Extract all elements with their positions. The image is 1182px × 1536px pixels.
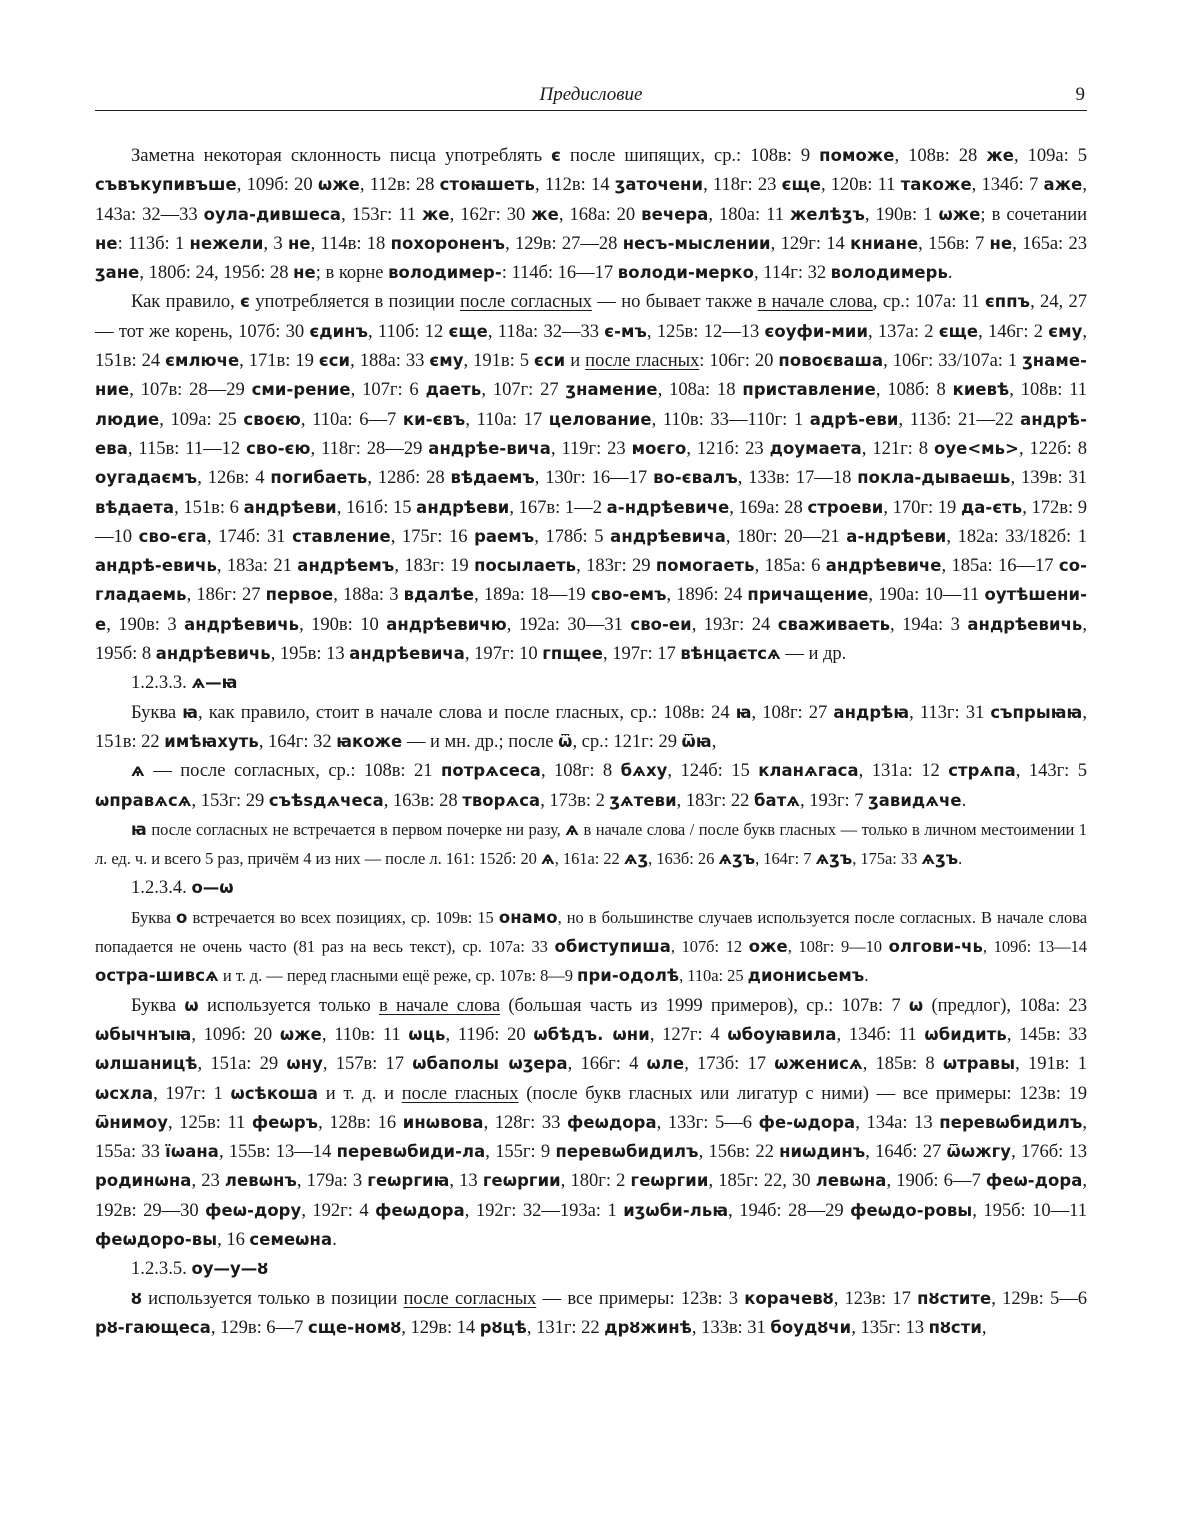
example-word: о <box>176 907 188 927</box>
underlined-term: в начале слова <box>757 291 873 313</box>
example-word: сще-номȣ <box>307 1317 402 1337</box>
example-word: ѡсѣкоша <box>230 1083 319 1103</box>
example-word: є <box>551 146 561 165</box>
example-word: имѣꙗхуть <box>164 731 259 751</box>
example-word: поможе <box>819 146 895 165</box>
example-word: да-єть <box>960 497 1023 517</box>
example-word: феѡдо-ровы <box>850 1200 973 1220</box>
example-word: своєю <box>243 409 301 429</box>
page <box>95 78 1087 1342</box>
example-word: киевѣ <box>952 380 1010 400</box>
underlined-term: после согласных <box>403 1287 537 1309</box>
example-word: вѣнцаєтсѧ <box>680 644 781 664</box>
example-word: ꙗ <box>182 702 199 722</box>
example-word: олгови-чь <box>888 937 983 957</box>
example-word: строеви <box>807 497 884 517</box>
example-word: геѡргиꙗ <box>367 1171 450 1191</box>
example-word: со-гладаемь <box>95 556 1087 605</box>
example-word: оуе<мь> <box>933 438 1019 458</box>
example-word: левѡнъ <box>224 1171 297 1191</box>
example-word: же <box>986 146 1014 165</box>
example-word: ѡбѣдъ. ѡни <box>533 1024 650 1044</box>
example-word: ӡане <box>95 263 140 283</box>
example-word: инѡвова <box>402 1112 484 1132</box>
example-word: ѧ <box>131 761 145 781</box>
paragraph: Буква о встречается во всех позициях, ср. 109в: 15 онамо, но в большинстве случаев используется после согласных. В начале слова попадается не очень часто (81 раз на весь текст), ср. 107а: 33 обиступиша, 107б: 12 оже, 108г: 9—10 олгови-чь, 109б: 13—14 остра-шивсѧ и т. д. — перед гласными ещё реже, ср. 107в: 8—9 при-одолѣ, 110а: 25 дионисьемъ. <box>95 907 1088 986</box>
example-word: а-ндрѣевиче <box>606 497 730 517</box>
example-word: єппъ <box>984 292 1031 312</box>
example-word: перевѡбидилъ <box>555 1142 699 1162</box>
example-word: покла-дываешь <box>857 468 1011 488</box>
example-word: вѣдаемъ <box>450 468 535 488</box>
example-word: володи-мерко <box>617 263 755 283</box>
example-word: ѡбоуꙗвила <box>727 1024 837 1044</box>
example-word: съѣѕдѧчеса <box>268 790 384 810</box>
example-word: ѿнимоу <box>95 1112 168 1132</box>
example-word: пȣстите <box>917 1288 992 1308</box>
example-word: володимерь <box>830 263 948 283</box>
example-word: помогаеть <box>655 556 755 576</box>
underlined-term: после согласных <box>459 291 592 313</box>
example-word: феѡдора <box>567 1112 657 1132</box>
page-number: 9 <box>1075 84 1085 105</box>
example-word: геѡргии <box>630 1171 709 1191</box>
example-word: єму <box>1048 321 1083 341</box>
example-word: ѧӡъ <box>921 849 959 869</box>
example-word: їѡана <box>165 1142 219 1162</box>
example-word: андрѣ-ева <box>95 409 1087 458</box>
example-word: съвъкупивъше <box>95 175 237 195</box>
example-word: ѡбычнꙑꙗ <box>95 1024 192 1044</box>
example-word: стоꙗшеть <box>439 175 535 195</box>
example-word: ѡ <box>908 995 924 1015</box>
underlined-term: после гласных <box>401 1082 519 1104</box>
example-word: ѡсхла <box>95 1083 154 1103</box>
section-heading: 1.2.3.3. ѧ—ꙗ <box>131 672 238 694</box>
example-word: сво-єга <box>138 526 207 546</box>
example-word: ѡбидить <box>924 1024 1007 1044</box>
example-word: ѡле <box>646 1054 685 1074</box>
example-word: ѡтравы <box>942 1054 1016 1074</box>
example-word: андрѣе-вича <box>428 438 551 458</box>
example-word: феѡръ <box>251 1112 319 1132</box>
example-word: же <box>422 204 450 224</box>
example-word: оула-дившеса <box>203 204 342 224</box>
example-word: потрѧсеса <box>440 761 541 781</box>
example-word: єще <box>448 321 488 341</box>
example-word: а-ндрѣеви <box>846 526 947 546</box>
example-word: ѡже <box>317 175 360 195</box>
example-word: андрѣеви <box>416 497 510 517</box>
example-word: фе-ѡдора <box>758 1112 856 1132</box>
example-word: андрѣемъ <box>297 556 395 576</box>
example-word: корачевȣ <box>744 1288 834 1308</box>
example-word: ѧӡъ <box>718 849 756 869</box>
underlined-term: в начале слова <box>379 994 501 1016</box>
example-word: адрѣ-еви <box>809 409 899 429</box>
example-word: єще <box>781 175 821 195</box>
example-word: иӡѡби-льꙗ <box>623 1200 729 1220</box>
example-word: сво-єю <box>246 438 311 458</box>
example-word: приставление <box>742 380 876 400</box>
example-word: же <box>531 204 559 224</box>
example-word: ѡженисѧ <box>774 1054 863 1074</box>
example-word: ӡавидѧче <box>868 790 962 810</box>
example-word: вечера <box>641 204 709 224</box>
example-word: ставление <box>292 526 391 546</box>
example-word: не <box>95 233 118 253</box>
example-word: левѡна <box>815 1171 887 1191</box>
example-word: володимер- <box>388 263 502 283</box>
example-word: феѡ-дору <box>205 1200 302 1220</box>
example-word: ꙗкоже <box>336 731 403 751</box>
example-word: ӡнамение <box>565 380 658 400</box>
example-word: причащение <box>747 585 869 605</box>
example-word: феѡдоро-вы <box>95 1229 218 1249</box>
example-word: дионисьемъ <box>747 966 865 986</box>
example-word: андрѣꙗ <box>833 702 910 722</box>
example-word: оже <box>748 937 788 957</box>
example-word: ѧӡъ <box>815 849 853 869</box>
example-word: дрȣжинѣ <box>604 1317 692 1337</box>
example-word: семеѡна <box>249 1229 333 1249</box>
example-word: ємлюче <box>165 351 240 371</box>
example-word: ѡбаполы ѡӡера <box>412 1054 568 1074</box>
paragraph: Как правило, є употребляется в позиции после согласных — но бывает также в начале слова, ср.: 107а: 11 єппъ, 24, 27 — тот же корень, 107б: 30 єдинъ, 110б: 12 єще, 118а: 32—33 є-мъ, 125в: 12—13 єоуфи-мии, 137а: 2 єще, 146г: 2 єму, 151в: 24 ємлюче, 171в: 19 єси, 188а: 33 єму, 191в: 5 єси и после гласных: 106г: 20 повоєваша, 106г: 33/107а: 1 ӡнаме-ние, 107в: 28—29 сми-рение, 107г: 6 даеть, 107г: 27 ӡнамение, 108а: 18 приставление, 108б: 8 киевѣ, 108в: 11 людие, 109а: 25 своєю, 110а: 6—7 ки-євъ, 110а: 17 целование, 110в: 33—110г: 1 адрѣ-еви, 113б: 21—22 андрѣ-ева, 115в: 11—12 сво-єю, 118г: 28—29 андрѣе-вича, 119г: 23 моєго, 121б: 23 доумаета, 121г: 8 оуе<мь>, 122б: 8 оугадаємъ, 126в: 4 погибаеть, 128б: 28 вѣдаемъ, 130г: 16—17 во-євалъ, 133в: 17—18 покла-дываешь, 139в: 31 вѣдаета, 151в: 6 андрѣеви, 161б: 15 андрѣеви, 167в: 1—2 а-ндрѣевиче, 169а: 28 строеви, 170г: 19 да-єть, 172в: 9—10 сво-єга, 174б: 31 ставление, 175г: 16 раемъ, 178б: 5 андрѣевича, 180г: 20—21 а-ндрѣеви, 182а: 33/182б: 1 андрѣ-евичь, 183а: 21 андрѣемъ, 183г: 19 посылаеть, 183г: 29 помогаеть, 185а: 6 андрѣевиче, 185а: 16—17 со-гладаемь, 186г: 27 первое, 188а: 3 вдалѣе, 189а: 18—19 сво-емъ, 189б: 24 причащение, 190а: 10—11 оутѣшени-е, 190в: 3 андрѣевичь, 190в: 10 андрѣевичю, 192а: 30—31 сво-еи, 193г: 24 сваживаеть, 194а: 3 андрѣевичь, 195б: 8 андрѣевичь, 195в: 13 андрѣевича, 197г: 10 гпщее, 197г: 17 вѣнцаєтсѧ — и др. <box>95 291 1088 665</box>
example-word: рȣ-гающеса <box>95 1317 211 1337</box>
example-word: ѡже <box>938 204 981 224</box>
section-heading: 1.2.3.5. оу—у—ȣ <box>131 1258 269 1280</box>
example-word: андрѣевича <box>349 644 465 664</box>
example-word: не <box>293 263 316 283</box>
paragraph: ꙗ после согласных не встречается в первом почерке ни разу, ѧ в начале слова / после букв гласных — только в личном местоимении 1 л. ед. ч. и всего 5 раз, причём 4 из них — после л. 161: 152б: 20 ѧ, 161а: 22 ѧӡ, 163б: 26 ѧӡъ, 164г: 7 ѧӡъ, 175а: 33 ѧӡъ. <box>95 819 1088 869</box>
example-word: сво-емъ <box>590 585 667 605</box>
paragraph: Буква ꙗ, как правило, стоит в начале слова и после гласных, ср.: 108в: 24 ꙗ, 108г: 27 андрѣꙗ, 113г: 31 съпрыꙗꙗ, 151в: 22 имѣꙗхуть, 164г: 32 ꙗкоже — и мн. др.; после ѿ, ср.: 121г: 29 ѿꙗ, <box>95 701 1087 752</box>
example-word: родинѡна <box>95 1171 192 1191</box>
section-heading: 1.2.3.4. о—ѡ <box>131 877 234 899</box>
example-word: ѿѡжгу <box>946 1142 1012 1162</box>
example-word: погибаеть <box>270 468 368 488</box>
example-word: андрѣевичь <box>184 614 300 634</box>
example-word: єси <box>318 351 351 371</box>
example-word: ѡ <box>184 995 199 1015</box>
example-word: нежели <box>189 233 264 253</box>
example-word: андрѣевича <box>610 526 726 546</box>
example-word: ѿꙗ <box>681 731 712 751</box>
example-word: є <box>240 292 250 312</box>
example-word: ѡправѧсѧ <box>95 790 192 810</box>
example-word: сваживаеть <box>777 614 891 634</box>
example-word: книане <box>850 233 919 253</box>
example-word: посылаеть <box>474 556 577 576</box>
example-word: ꙗ <box>735 702 752 722</box>
example-word: оугадаємъ <box>95 468 198 488</box>
paragraph: Буква ѡ используется только в начале слова (большая часть из 1999 примеров), ср.: 107в: 7 ѡ (предлог), 108а: 23 ѡбычнꙑꙗ, 109б: 20 ѡже, 110в: 11 ѡць, 119б: 20 ѡбѣдъ. ѡни, 127г: 4 ѡбоуꙗвила, 134б: 11 ѡбидить, 145в: 33 ѡлшаницѣ, 151а: 29 ѡну, 157в: 17 ѡбаполы ѡӡера, 166г: 4 ѡле, 173б: 17 ѡженисѧ, 185в: 8 ѡтравы, 191в: 1 ѡсхла, 197г: 1 ѡсѣкоша и т. д. и после гласных (после букв гласных или лигатур с ними) — все примеры: 123в: 19 ѿнимоу, 125в: 11 феѡръ, 128в: 16 инѡвова, 128г: 33 феѡдора, 133г: 5—6 фе-ѡдора, 134а: 13 перевѡбидилъ, 155а: 33 їѡана, 155в: 13—14 перевѡбиди-ла, 155г: 9 перевѡбидилъ, 156в: 22 ниѡдинъ, 164б: 27 ѿѡжгу, 176б: 13 родинѡна, 23 левѡнъ, 179а: 3 геѡргиꙗ, 13 геѡргии, 180г: 2 геѡргии, 185г: 22, 30 левѡна, 190б: 6—7 феѡ-дора, 192в: 29—30 феѡ-дору, 192г: 4 феѡдора, 192г: 32—193а: 1 иӡѡби-льꙗ, 194б: 28—29 феѡдо-ровы, 195б: 10—11 феѡдоро-вы, 16 семеѡна. <box>95 994 1088 1250</box>
example-word: єоуфи-мии <box>764 321 869 341</box>
example-word: остра-шивсѧ <box>95 966 219 986</box>
example-word: ки-євъ <box>402 409 466 429</box>
example-word: андрѣеви <box>243 497 337 517</box>
example-word: андрѣ-евичь <box>95 556 217 576</box>
example-word: ӡнаме-ние <box>95 351 1088 400</box>
paragraph: ȣ используется только в позиции после согласных — все примеры: 123в: 3 корачевȣ, 123в: 17 пȣстите, 129в: 5—6 рȣ-гающеса, 129в: 6—7 сще-номȣ, 129в: 14 рȣцѣ, 131г: 22 дрȣжинѣ, 133в: 31 боудȣчи, 135г: 13 пȣсти, <box>95 1287 1087 1338</box>
example-word: ѿ <box>558 731 573 751</box>
example-word: геѡргии <box>482 1171 561 1191</box>
example-word: при-одолѣ <box>577 966 680 986</box>
example-word: перевѡбидилъ <box>939 1112 1083 1132</box>
example-word: ȣ <box>131 1288 142 1308</box>
example-word: даеть <box>425 380 482 400</box>
example-word: ниѡдинъ <box>779 1142 866 1162</box>
example-word: гпщее <box>542 644 603 664</box>
running-title: Предисловие <box>539 84 643 105</box>
example-word: ѡць <box>408 1024 446 1044</box>
example-word: несъ-мыслении <box>622 233 771 253</box>
example-word: ѡже <box>279 1024 322 1044</box>
paragraph: ѧ — после согласных, ср.: 108в: 21 потрѧсеса, 108г: 8 бѧху, 124б: 15 кланѧгаса, 131а: 12 стрѧпа, 143г: 5 ѡправѧсѧ, 153г: 29 съѣѕдѧчеса, 163в: 28 творѧса, 173в: 2 ӡѧтеви, 183г: 22 батѧ, 193г: 7 ӡавидѧче. <box>95 760 1087 811</box>
example-word: рȣцѣ <box>479 1317 527 1337</box>
example-word: оутѣшени-е <box>95 585 1087 634</box>
example-word: андрѣевичю <box>386 614 507 634</box>
example-word: вѣдаета <box>95 497 175 517</box>
example-word: ѧӡ <box>623 849 649 869</box>
running-header <box>95 78 1087 111</box>
paragraph: Заметна некоторая склонность писца употреблять є после шипящих, ср.: 108в: 9 поможе, 108в: 28 же, 109а: 5 съвъкупивъше, 109б: 20 ѡже, 112в: 28 стоꙗшеть, 112в: 14 ӡаточени, 118г: 23 єще, 120в: 11 такоже, 134б: 7 аже, 143а: 32—33 оула-дившеса, 153г: 11 же, 162г: 30 же, 168а: 20 вечера, 180а: 11 желѣӡъ, 190в: 1 ѡже; в сочетании не: 113б: 1 нежели, 3 не, 114в: 18 похороненъ, 129в: 27—28 несъ-мыслении, 129г: 14 книане, 156в: 7 не, 165а: 23 ӡане, 180б: 24, 195б: 28 не; в корне володимер-: 114б: 16—17 володи-мерко, 114г: 32 володимерь. <box>95 145 1088 284</box>
example-word: пȣсти <box>928 1317 982 1337</box>
example-word: во-євалъ <box>653 468 738 488</box>
example-word: раемъ <box>474 526 535 546</box>
example-word: творѧса <box>462 790 541 810</box>
example-word: андрѣевичь <box>967 614 1083 634</box>
example-word: ӡаточени <box>614 175 704 195</box>
text-body <box>95 141 1087 1342</box>
example-word: желѣӡъ <box>789 204 865 224</box>
example-word: ѡлшаницѣ <box>95 1054 198 1074</box>
example-word: андрѣевичь <box>155 644 271 664</box>
example-word: людие <box>95 409 160 429</box>
example-word: єси <box>534 351 566 371</box>
example-word: не <box>989 233 1013 253</box>
example-word: доумаета <box>769 438 862 458</box>
example-word: єму <box>429 351 464 371</box>
example-word: є-мъ <box>604 321 647 341</box>
example-word: кланѧгаса <box>758 761 859 781</box>
example-word: бѧху <box>620 761 668 781</box>
example-word: андрѣевиче <box>825 556 942 576</box>
example-word: єще <box>938 321 979 341</box>
example-word: стрѧпа <box>948 761 1016 781</box>
example-word: ѡну <box>286 1054 323 1074</box>
example-word: ѧ <box>565 819 579 839</box>
example-word: феѡдора <box>375 1200 465 1220</box>
example-word: ӡѧтеви <box>609 790 677 810</box>
example-word: сво-еи <box>630 614 692 634</box>
example-word: вдалѣе <box>403 585 475 605</box>
example-word: повоєваша <box>778 351 884 371</box>
example-word: съпрыꙗꙗ <box>990 702 1083 722</box>
example-word: батѧ <box>753 790 801 810</box>
example-word: ѧ <box>540 849 555 869</box>
example-word: сми-рение <box>251 380 351 400</box>
example-word: ꙗ <box>131 819 147 839</box>
example-word: єдинъ <box>309 321 369 341</box>
example-word: не <box>287 233 311 253</box>
underlined-term: после гласных <box>585 350 700 372</box>
example-word: такоже <box>900 175 972 195</box>
example-word: первое <box>265 585 334 605</box>
example-word: перевѡбиди-ла <box>336 1142 486 1162</box>
example-word: онамо <box>498 907 558 927</box>
example-word: моєго <box>631 438 687 458</box>
example-word: похороненъ <box>390 233 506 253</box>
example-word: целование <box>548 409 652 429</box>
example-word: боудȣчи <box>770 1317 852 1337</box>
example-word: обиступиша <box>554 937 671 957</box>
example-word: феѡ-дора <box>985 1171 1083 1191</box>
example-word: аже <box>1043 175 1083 195</box>
